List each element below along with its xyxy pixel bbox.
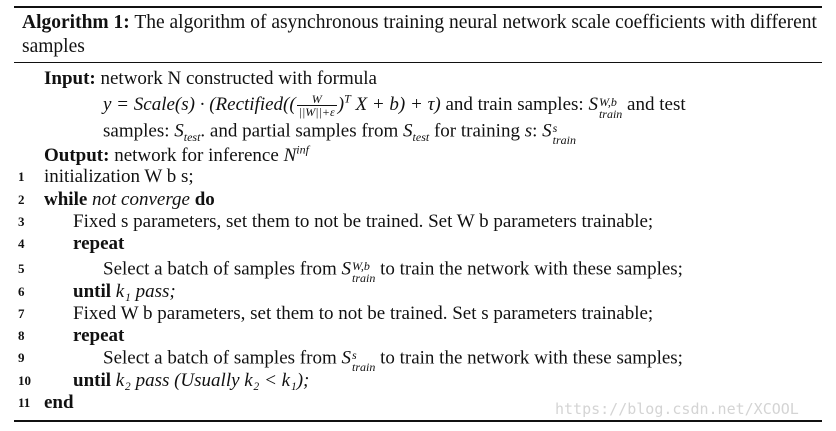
watermark: https://blog.csdn.net/XCOOL <box>555 400 799 418</box>
stest-sub-2: test <box>412 130 430 145</box>
output-symbol: N <box>283 145 297 166</box>
input-train-text: and train samples: <box>440 93 589 115</box>
strain-sub: train <box>598 106 623 121</box>
until-keyword-2: until <box>73 370 112 391</box>
step-5 <box>103 258 683 285</box>
line-number: 11 <box>18 395 31 410</box>
step-5-text-a: Select a batch of samples from <box>103 258 342 280</box>
ss-symbol: S <box>542 120 552 142</box>
strain-symbol-step5: S <box>341 258 351 280</box>
fraction-numerator: W <box>297 93 337 106</box>
do-keyword: do <box>194 189 215 210</box>
stest-sub: test <box>183 130 201 145</box>
until-condition: k₁ pass; <box>115 281 176 302</box>
strain-sup-step5: W,b <box>351 259 370 273</box>
ss-script <box>553 122 576 146</box>
top-rule <box>14 6 822 8</box>
output-sup: inf <box>296 142 309 157</box>
caption-rule <box>14 62 822 63</box>
output-line <box>44 142 309 167</box>
stest-symbol-2: S <box>403 120 413 142</box>
step-9 <box>103 347 683 374</box>
line-number: 7 <box>18 306 25 321</box>
ss-sup: s <box>552 121 558 135</box>
colon-text: : <box>532 120 543 142</box>
step-6 <box>73 281 176 303</box>
step-4-repeat: repeat <box>73 233 125 254</box>
step-8-repeat: repeat <box>73 325 125 346</box>
until-condition-2: k₂ pass (Usually k₂ < k₁); <box>115 370 310 391</box>
line-number: 6 <box>18 284 25 299</box>
step-1: initialization W b s; <box>44 166 194 187</box>
step-3: Fixed s parameters, set them to not be trained. Set W b parameters trainable; <box>73 211 654 232</box>
line-number: 2 <box>18 192 25 207</box>
step-7: Fixed W b parameters, set them to not be trained. Set s parameters trainable; <box>73 303 654 324</box>
step-10 <box>73 370 309 392</box>
step-2 <box>44 189 215 211</box>
ss-sub: train <box>552 133 576 147</box>
ss-symbol-step9: S <box>341 347 351 369</box>
strain-sub-step5: train <box>351 271 376 285</box>
formula-prefix: y = Scale(s) · (Rectified(( <box>103 93 296 115</box>
input-line-3 <box>103 120 576 147</box>
algorithm-caption <box>22 11 817 59</box>
ss-sub-step9: train <box>351 360 376 374</box>
strain-script <box>599 96 622 120</box>
ss-script-step9 <box>352 349 375 373</box>
strain-symbol: S <box>588 93 598 115</box>
caption-text: The algorithm of asynchronous training neural network scale coefficients with different samples <box>22 12 817 57</box>
line-number: 3 <box>18 214 25 229</box>
while-keyword: while <box>44 189 88 210</box>
line-number: 10 <box>18 373 31 388</box>
step-5-text-b: to train the network with these samples; <box>375 258 683 280</box>
output-text: network for inference <box>114 145 284 166</box>
input-line-1 <box>44 68 377 90</box>
input-partial-text: . and partial samples from <box>200 120 404 142</box>
line-number: 5 <box>18 261 25 276</box>
stest-symbol: S <box>174 120 184 142</box>
input-samples-text: samples: <box>103 120 175 142</box>
strain-sup: W,b <box>598 94 617 109</box>
strain-script-step5 <box>352 260 375 284</box>
until-keyword: until <box>73 281 112 302</box>
step-9-text-b: to train the network with these samples; <box>375 347 683 369</box>
line-number: 8 <box>18 328 25 343</box>
input-text-1: network N constructed with formula <box>100 68 377 89</box>
formula-paren: ) <box>337 93 345 115</box>
line-number: 4 <box>18 236 25 251</box>
caption-label: Algorithm 1: <box>22 12 130 33</box>
input-and-test: and test <box>622 93 686 115</box>
ss-sup-step9: s <box>351 348 357 362</box>
formula-fraction <box>297 93 337 118</box>
input-for-training-text: for training <box>429 120 525 142</box>
formula-transpose: T <box>344 91 351 106</box>
fraction-denominator: ||W||+ε <box>298 105 335 119</box>
input-label: Input: <box>44 68 96 89</box>
bottom-rule <box>14 420 822 422</box>
line-number: 1 <box>18 169 25 184</box>
step-9-text-a: Select a batch of samples from <box>103 347 342 369</box>
input-line-2 <box>103 91 686 121</box>
formula-end: X + b) + τ) <box>350 93 441 115</box>
while-condition: not converge <box>92 189 190 210</box>
s-symbol: s <box>524 120 533 142</box>
step-11-end: end <box>44 392 74 413</box>
line-number: 9 <box>18 350 25 365</box>
output-label: Output: <box>44 145 110 166</box>
